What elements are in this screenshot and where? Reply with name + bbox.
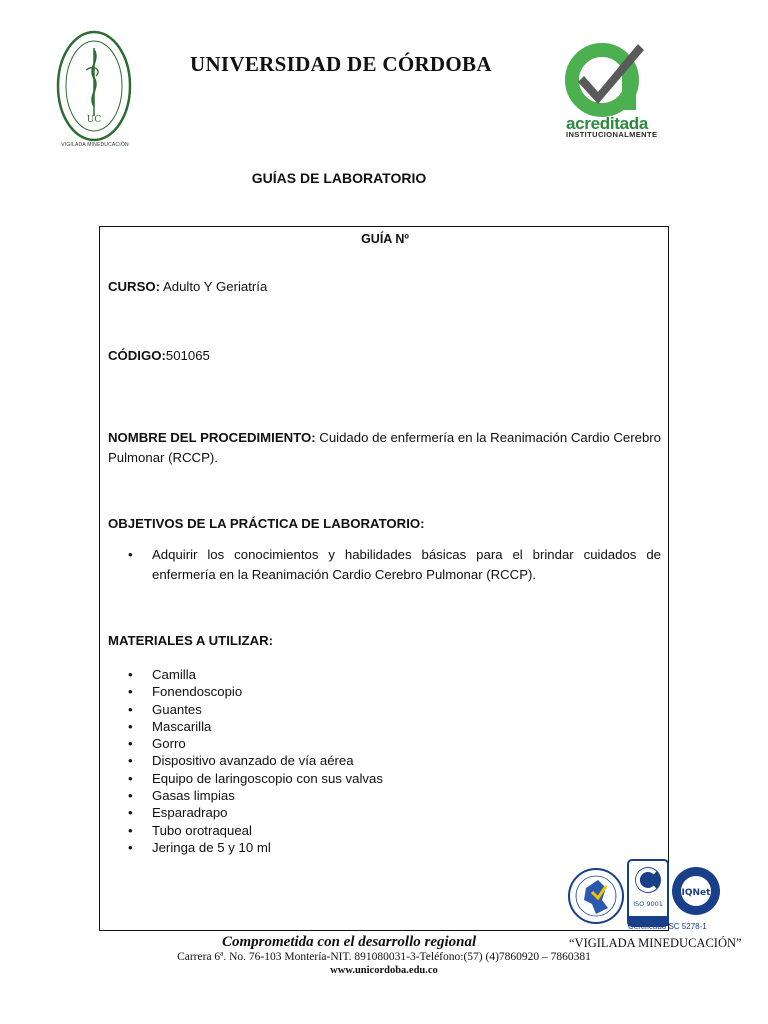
list-item: • Fonendoscopio xyxy=(108,683,661,700)
certificate-number: Certificado SC 5278-1 xyxy=(628,922,707,931)
guide-number-label: GUÍA Nº xyxy=(361,232,409,246)
iqnet-label: IQNet xyxy=(681,888,711,898)
procedure-field xyxy=(108,428,661,468)
list-item: • Esparadrapo xyxy=(108,804,661,821)
accreditation-sub: INSTITUCIONALMENTE xyxy=(566,130,658,139)
list-item: • Jeringa de 5 y 10 ml xyxy=(108,839,661,856)
objectives-heading: OBJETIVOS DE LA PRÁCTICA DE LABORATORIO: xyxy=(108,516,425,531)
procedure-value: Cuidado de enfermería en la Reanimación Cardio Cerebro Pulmonar (RCCP). xyxy=(108,430,662,465)
code-field xyxy=(108,346,661,366)
footer-website-link[interactable]: www.unicordoba.edu.co xyxy=(330,965,438,976)
course-label: CURSO: xyxy=(108,279,161,294)
code-label: CÓDIGO: xyxy=(108,348,166,363)
icontec-map-seal-icon xyxy=(569,869,623,923)
iqnet-badge-icon xyxy=(672,867,720,915)
svg-text:UC: UC xyxy=(86,115,102,125)
iso-label: ISO 9001 xyxy=(633,900,663,908)
materials-heading: MATERIALES A UTILIZAR: xyxy=(108,633,274,648)
accreditation-logo xyxy=(564,38,650,126)
list-item: • Equipo de laringoscopio con sus valvas xyxy=(108,770,661,787)
objectives-list xyxy=(108,545,661,585)
list-item: • Guantes xyxy=(108,701,661,718)
course-field xyxy=(108,277,661,297)
course-value: Adulto Y Geriatría xyxy=(160,279,268,294)
footer-vigilada: “VIGILADA MINEDUCACIÓN” xyxy=(569,936,742,950)
footer-address: Carrera 6ª. No. 76-103 Montería-NIT. 891080031-3-Teléfono:(57) (4)7860920 – 7860381 xyxy=(177,951,591,963)
guide-form-box xyxy=(99,226,669,931)
document-title: GUÍAS DE LABORATORIO xyxy=(251,170,427,186)
code-value: 501065 xyxy=(165,348,210,363)
footer-slogan: Comprometida con el desarrollo regional xyxy=(222,934,477,950)
list-item: • Gasas limpias xyxy=(108,787,661,804)
list-item: • Dispositivo avanzado de vía aérea xyxy=(108,752,661,769)
iso-9001-badge-icon xyxy=(628,860,668,926)
seal-motto: VIGILADA MINEDUCACIÓN xyxy=(61,142,129,148)
list-item: • Camilla xyxy=(108,666,661,683)
university-seal-logo xyxy=(56,30,132,142)
list-item: • Tubo orotraqueal xyxy=(108,822,661,839)
accreditation-word: acreditada xyxy=(566,114,649,133)
list-item: • Gorro xyxy=(108,735,661,752)
university-name: UNIVERSIDAD DE CÓRDOBA xyxy=(190,52,492,76)
materials-list xyxy=(108,666,661,856)
procedure-label: NOMBRE DEL PROCEDIMIENTO: xyxy=(108,430,316,445)
list-item: • Adquirir los conocimientos y habilidades básicas para el brindar cuidados de enfermería en la Reanimación Cardio Cerebro Pulmonar (RCCP). xyxy=(108,545,661,585)
list-item: • Mascarilla xyxy=(108,718,661,735)
